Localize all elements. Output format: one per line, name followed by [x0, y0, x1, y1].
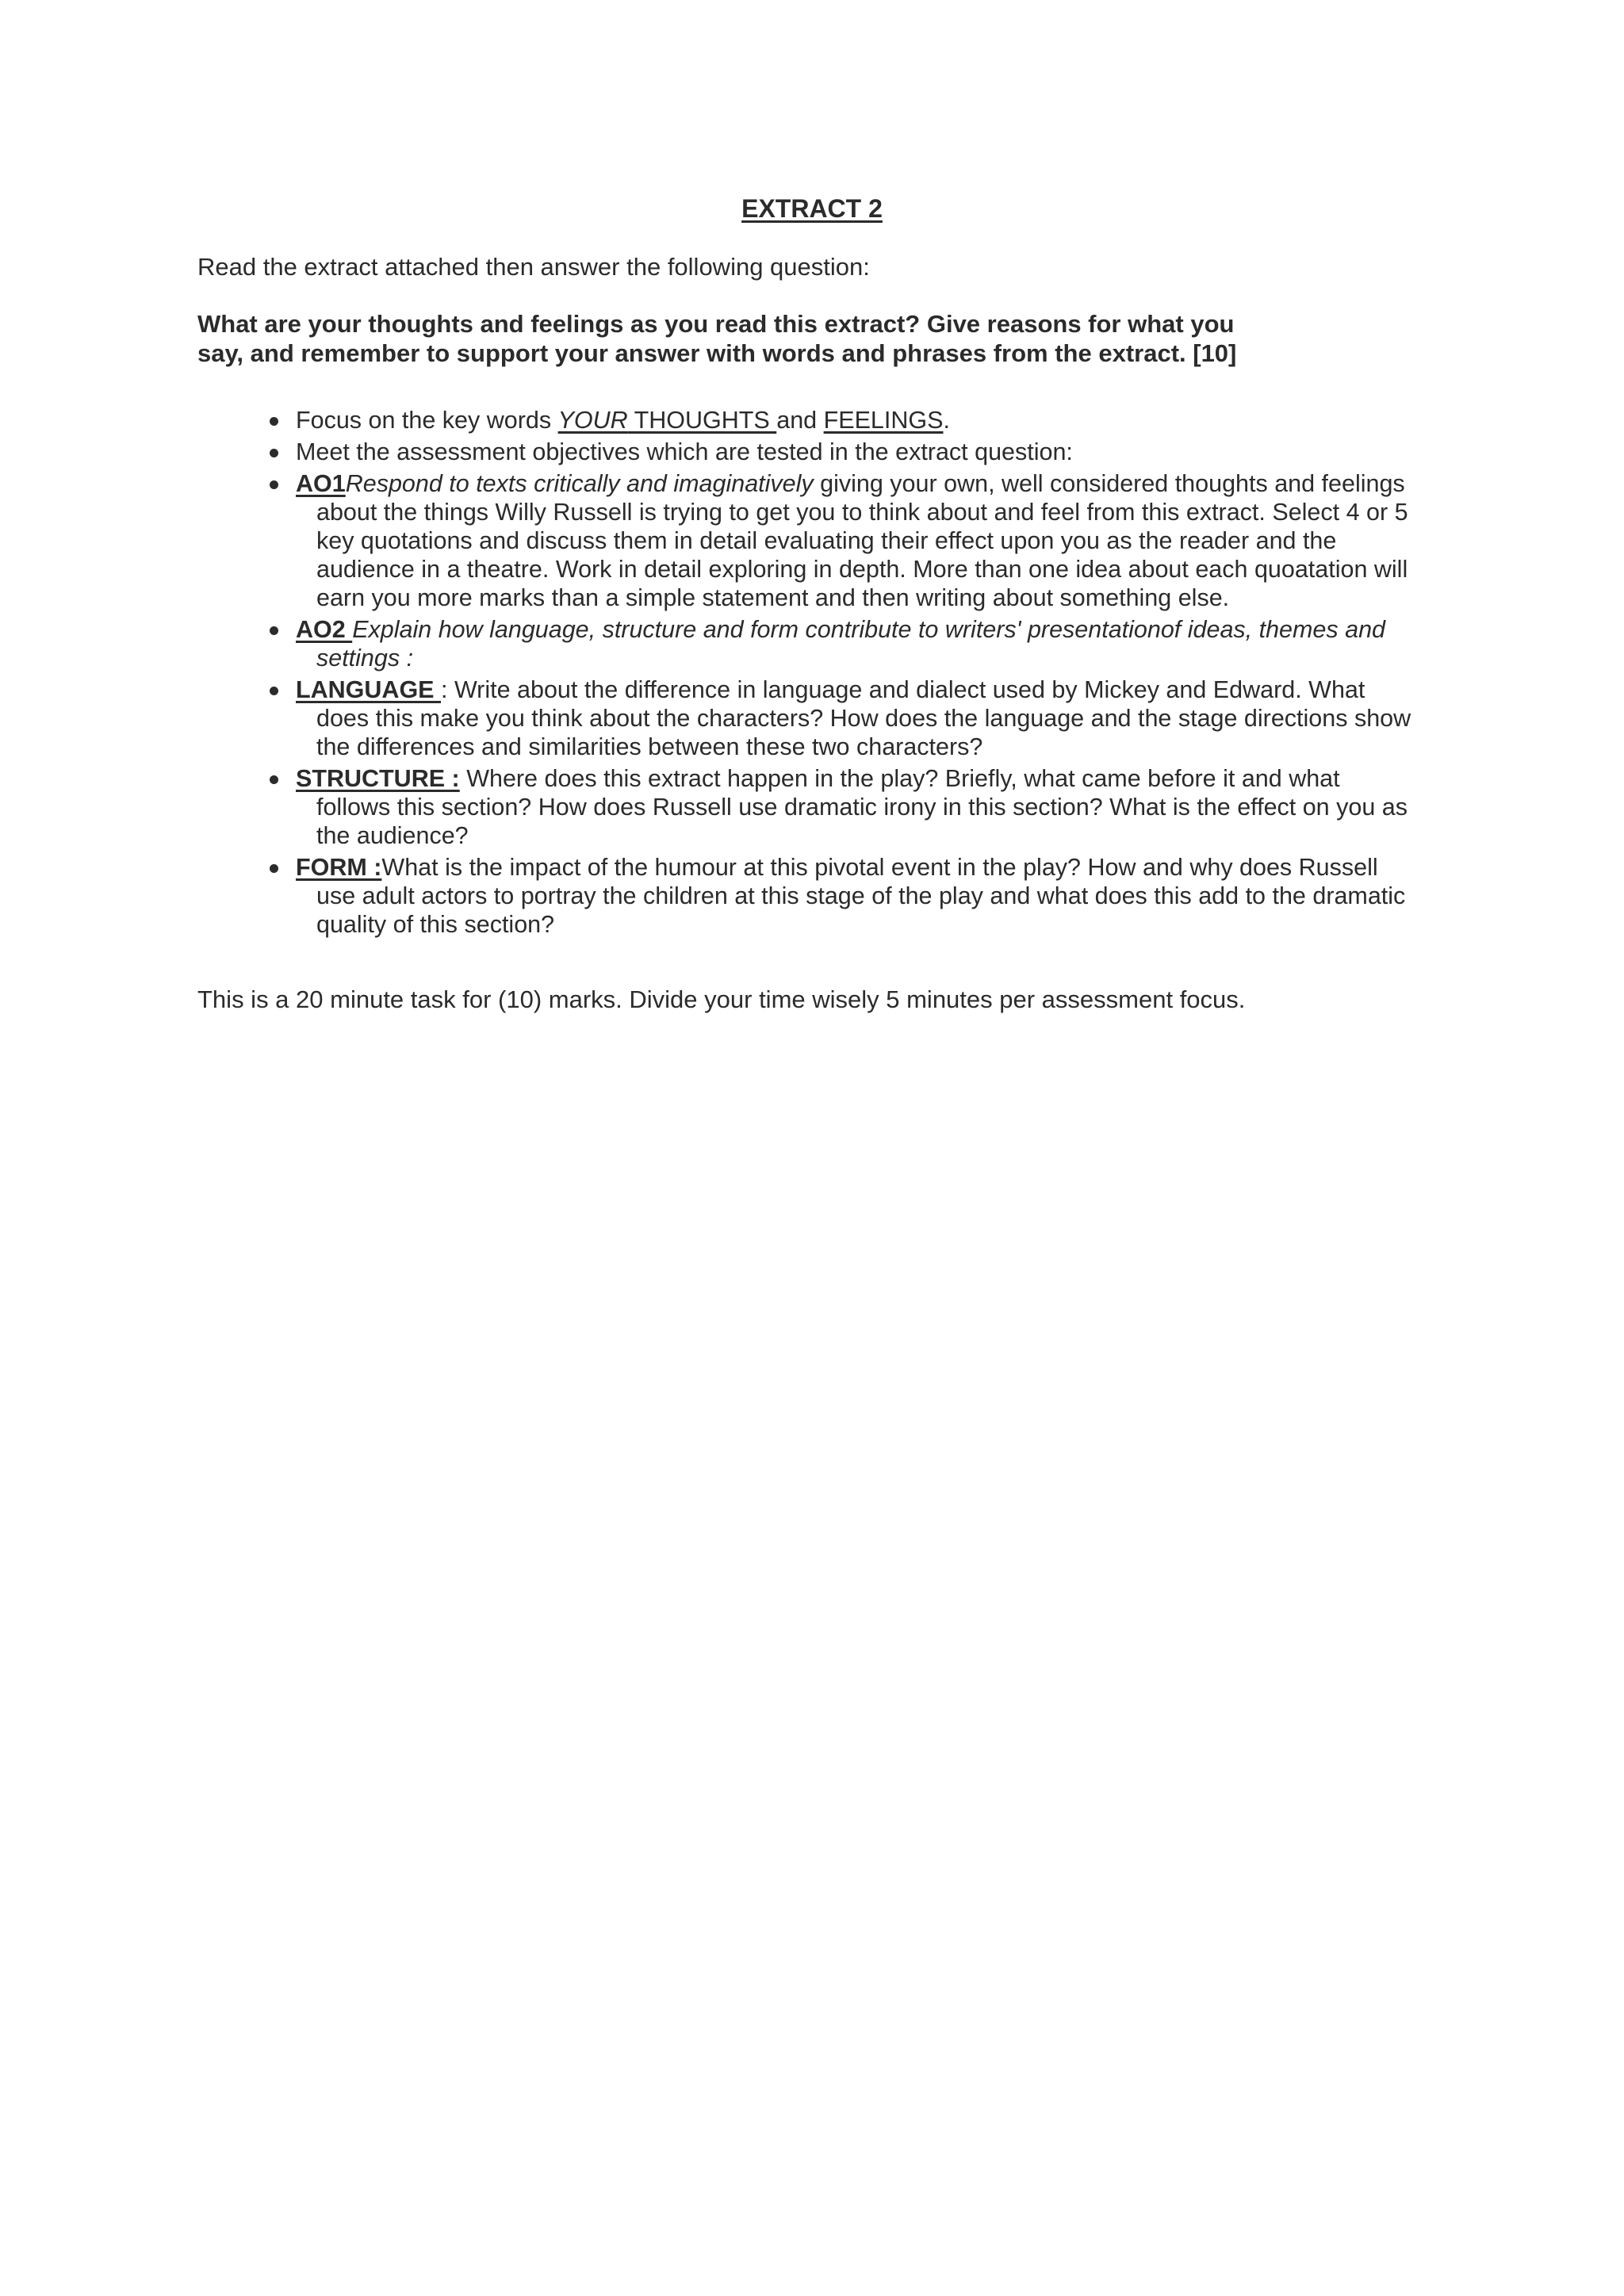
- structure-label: STRUCTURE :: [296, 765, 460, 792]
- page-title: EXTRACT 2: [741, 194, 883, 223]
- intro-text: Read the extract attached then answer the following question:: [197, 253, 870, 281]
- focus-prefix: Focus on the key words: [296, 407, 558, 434]
- ao2-objective: Explain how language, structure and form contribute to writers' presentationof ideas, themes and: [352, 616, 1385, 643]
- form-line-2: use adult actors to portray the children at this stage of the play and what does this add to the dramatic: [316, 882, 1406, 909]
- structure-line-3: the audience?: [316, 822, 469, 849]
- language-line-3: the differences and similarities between these two characters?: [316, 733, 983, 760]
- focus-and: and: [776, 407, 824, 434]
- ao1-line-4: audience in a theatre. Work in detail exploring in depth. More than one idea about each quoatation will: [316, 556, 1408, 583]
- bullet-icon: [270, 417, 278, 426]
- ao2-line-2: settings :: [316, 645, 414, 672]
- ao1-line-5: earn you more marks than a simple statement and then writing about something else.: [316, 584, 1230, 611]
- list-item-meet: [262, 438, 1435, 466]
- bullet-icon: [270, 864, 278, 873]
- bullet-icon: [270, 687, 278, 695]
- list-item-structure: [262, 764, 1435, 850]
- ao1-objective: Respond to texts critically and imaginatively: [345, 470, 814, 497]
- bullet-icon: [270, 449, 278, 457]
- bullet-icon: [270, 775, 278, 784]
- keyword-feelings: FEELINGS: [823, 407, 944, 434]
- ao1-text: giving your own, well considered thoughts and feelings: [813, 470, 1405, 497]
- structure-line-2: follows this section? How does Russell use dramatic irony in this section? What is the effect on you as: [316, 794, 1408, 821]
- language-text: : Write about the difference in language and dialect used by Mickey and Edward. What: [441, 676, 1365, 703]
- guidance-list: [262, 406, 1435, 942]
- exam-question: [197, 309, 1276, 368]
- ao1-line-2: about the things Willy Russell is trying to get you to think about and feel from this extract. Select 4 or 5: [316, 499, 1408, 526]
- focus-end: .: [943, 407, 950, 434]
- keyword-your: YOUR: [557, 407, 628, 434]
- list-item-focus: [262, 406, 1435, 434]
- ao1-label: AO1: [296, 470, 346, 497]
- ao2-label: AO2: [296, 616, 353, 643]
- list-item-ao2: [262, 615, 1435, 672]
- list-item-form: [262, 853, 1435, 939]
- ao1-line-3: key quotations and discuss them in detail evaluating their effect upon you as the reader and the: [316, 527, 1337, 554]
- bullet-icon: [270, 480, 278, 489]
- form-line-3: quality of this section?: [316, 911, 555, 938]
- question-line-1: What are your thoughts and feelings as you read this extract? Give reasons for what you: [197, 310, 1235, 338]
- language-line-2: does this make you think about the characters? How does the language and the stage directions show: [316, 705, 1411, 732]
- bullet-icon: [270, 626, 278, 635]
- form-text: What is the impact of the humour at this pivotal event in the play? How and why does Russell: [381, 854, 1378, 881]
- list-item-language: [262, 675, 1435, 761]
- language-label: LANGUAGE: [296, 676, 441, 703]
- meet-text: Meet the assessment objectives which are tested in the extract question:: [296, 438, 1073, 465]
- list-item-ao1: [262, 469, 1435, 612]
- keyword-thoughts: THOUGHTS: [627, 407, 777, 434]
- form-label: FORM :: [296, 854, 382, 881]
- question-line-2: say, and remember to support your answer with words and phrases from the extract. [10]: [197, 339, 1237, 367]
- structure-text: Where does this extract happen in the play? Briefly, what came before it and what: [459, 765, 1340, 792]
- task-timing-note: This is a 20 minute task for (10) marks. Divide your time wisely 5 minutes per assessment focus.: [197, 985, 1246, 1013]
